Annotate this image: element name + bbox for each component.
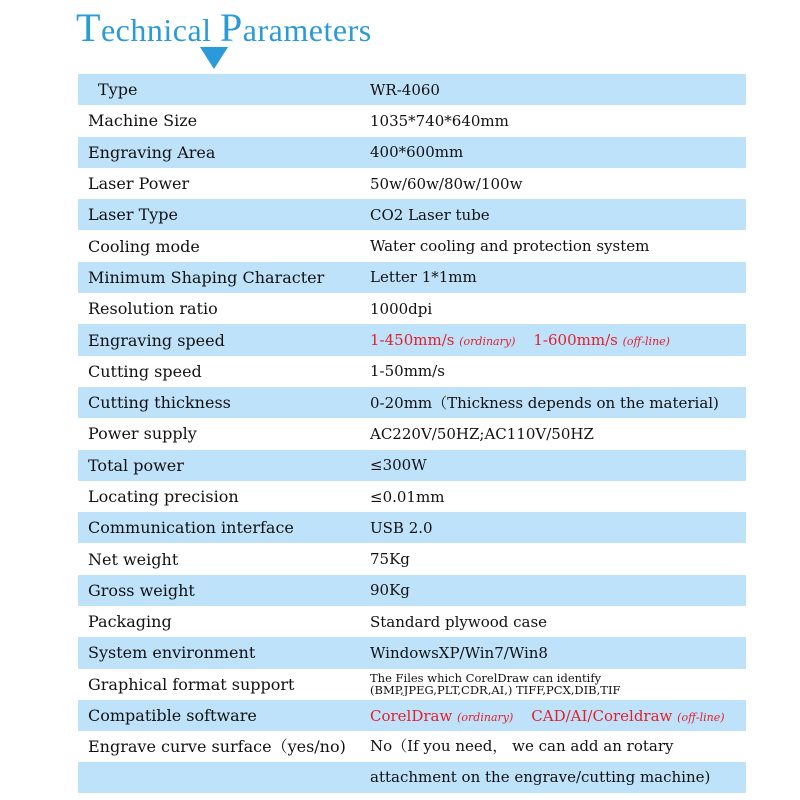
table-row — [78, 137, 746, 168]
row-value: USB 2.0 — [370, 518, 433, 537]
speed-offline: 1-600mm/s — [533, 331, 618, 350]
row-label: Engrave curve surface（yes/no) — [88, 737, 346, 757]
row-label: Cutting thickness — [88, 393, 231, 413]
down-arrow-icon — [200, 47, 228, 69]
software-offline-note: (off-line) — [677, 710, 725, 724]
table-row — [78, 105, 746, 136]
row-value: Letter 1*1mm — [370, 268, 477, 287]
format-line-2: (BMP,JPEG,PLT,CDR,AI,) TIFF,PCX,DIB,TIF — [370, 683, 621, 697]
row-label: Locating precision — [88, 487, 239, 506]
table-row — [78, 324, 746, 355]
table-row — [78, 512, 746, 543]
curve-line-1: No（If you need， we can add an rotary — [370, 737, 674, 756]
row-label: Cooling mode — [88, 236, 200, 256]
row-value: ≤300W — [370, 456, 427, 475]
row-label: Compatible software — [88, 706, 257, 726]
row-label: Cutting speed — [88, 361, 202, 381]
table-row — [78, 293, 746, 324]
row-value: WindowsXP/Win7/Win8 — [370, 643, 548, 662]
row-value — [370, 707, 746, 725]
parameters-table — [78, 74, 746, 793]
table-row — [78, 669, 746, 700]
table-row — [78, 356, 746, 387]
row-label: Resolution ratio — [88, 299, 218, 319]
table-row — [78, 262, 746, 293]
row-value: Water cooling and protection system — [370, 237, 650, 256]
row-value: 1035*740*640mm — [370, 111, 509, 130]
row-value: 90Kg — [370, 581, 410, 600]
row-label: Total power — [88, 455, 184, 475]
row-label: Net weight — [88, 549, 179, 569]
curve-line-2: attachment on the engrave/cutting machine) — [370, 768, 711, 787]
speed-offline-note: (off-line) — [622, 335, 670, 349]
table-row — [78, 74, 746, 105]
table-row — [78, 418, 746, 449]
row-label: System environment — [88, 643, 256, 663]
speed-ordinary: 1-450mm/s — [370, 331, 455, 350]
row-label: Power supply — [88, 424, 197, 444]
row-value: Standard plywood case — [370, 612, 548, 631]
speed-ordinary-note: (ordinary) — [459, 335, 516, 349]
row-label: Minimum Shaping Character — [88, 267, 325, 287]
table-row — [78, 387, 746, 418]
table-row — [78, 731, 746, 793]
row-label: Engraving speed — [88, 330, 225, 350]
table-row — [78, 543, 746, 574]
row-label: Packaging — [88, 612, 172, 632]
row-label: Communication interface — [88, 518, 294, 538]
table-row — [78, 637, 746, 668]
row-value — [370, 331, 746, 349]
table-row — [78, 700, 746, 731]
row-value: ≤0.01mm — [370, 487, 445, 506]
row-label: Laser Power — [88, 174, 190, 194]
page-title: Technical Parameters — [76, 5, 372, 50]
row-value: CO2 Laser tube — [370, 205, 490, 224]
table-row — [78, 230, 746, 261]
software-ordinary: CorelDraw — [370, 706, 453, 725]
table-row — [78, 481, 746, 512]
row-value: 400*600mm — [370, 143, 464, 162]
format-line-1: The Files which CorelDraw can identify — [370, 672, 602, 686]
software-offline: CAD/AI/Coreldraw — [531, 706, 673, 725]
row-value: AC220V/50HZ;AC110V/50HZ — [370, 424, 594, 443]
row-value: 75Kg — [370, 550, 410, 569]
software-ordinary-note: (ordinary) — [457, 710, 514, 724]
row-label: Graphical format support — [88, 674, 295, 694]
row-value — [370, 731, 746, 793]
row-value: 1-50mm/s — [370, 362, 445, 381]
table-row — [78, 168, 746, 199]
table-row — [78, 450, 746, 481]
row-label: Laser Type — [88, 205, 178, 225]
row-label: Type — [98, 80, 138, 100]
row-value: 1000dpi — [370, 299, 433, 318]
row-value: 0-20mm（Thickness depends on the material) — [370, 394, 719, 413]
row-label: Machine Size — [88, 111, 198, 131]
row-value: 50w/60w/80w/100w — [370, 174, 523, 193]
row-value — [370, 672, 746, 696]
row-value: WR-4060 — [370, 80, 440, 99]
table-row — [78, 606, 746, 637]
table-row — [78, 575, 746, 606]
row-label: Gross weight — [88, 580, 195, 600]
table-row — [78, 199, 746, 230]
row-label: Engraving Area — [88, 142, 216, 162]
